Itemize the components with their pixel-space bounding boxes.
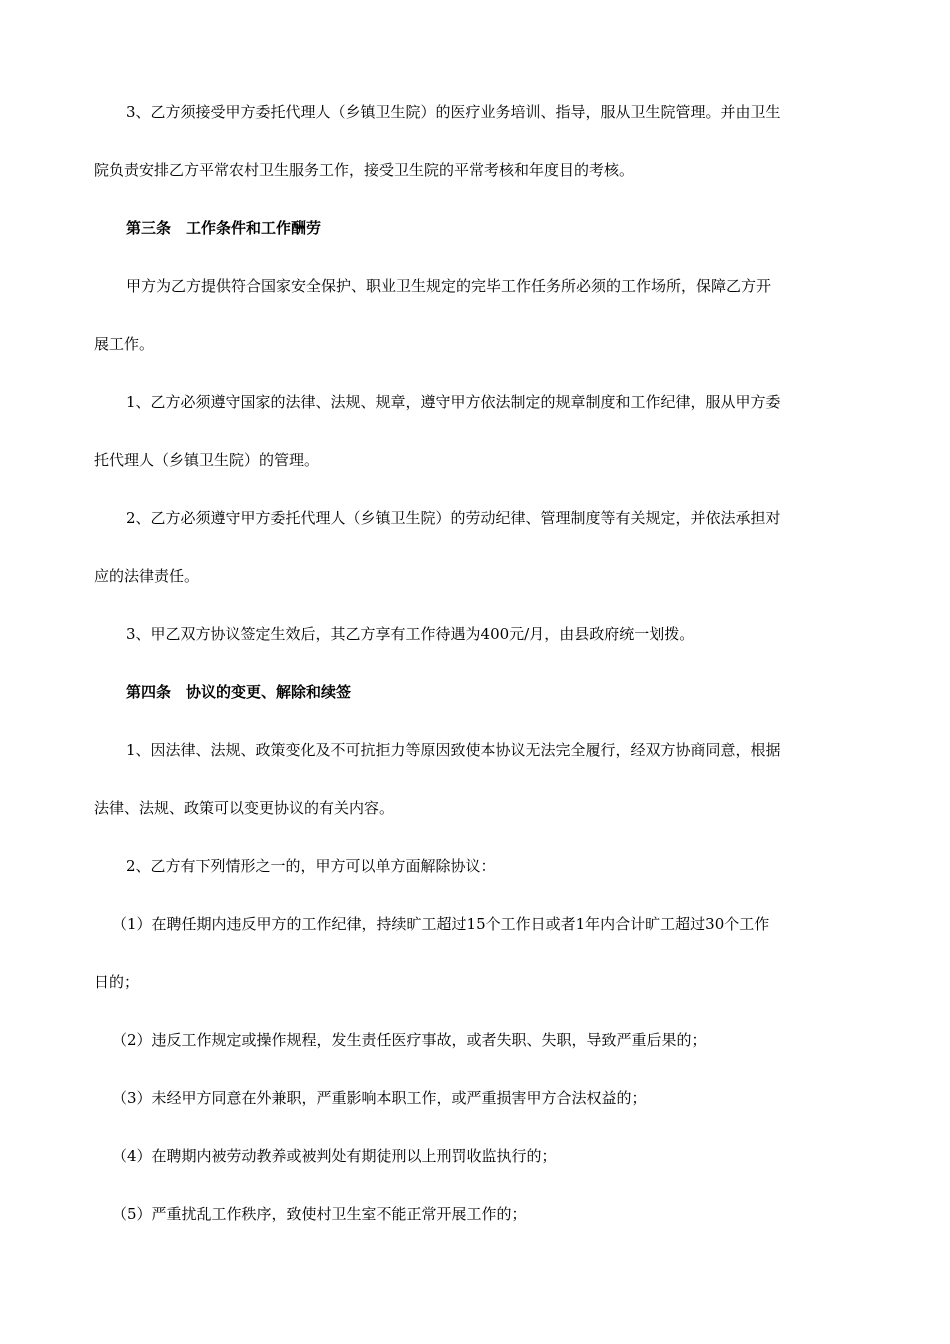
- article-3-item-3: 3、甲乙双方协议签定生效后，其乙方享有工作待遇为400元/月，由县政府统一划拨。: [126, 625, 695, 643]
- sub-item-2: （2）违反工作规定或操作规程，发生责任医疗事故，或者失职、失职，导致严重后果的；: [112, 1031, 707, 1049]
- article-4-item-1-line-1: 1、因法律、法规、政策变化及不可抗拒力等原因致使本协议无法完全履行，经双方协商同意，根据: [126, 741, 781, 759]
- article-3-intro-line-2: 展工作。: [94, 335, 155, 353]
- article-4-heading: 第四条 协议的变更、解除和续签: [126, 683, 352, 701]
- article-4-item-2: 2、乙方有下列情形之一的，甲方可以单方面解除协议：: [126, 857, 496, 875]
- article-4-item-1-line-2: 法律、法规、政策可以变更协议的有关内容。: [94, 799, 395, 817]
- sub-item-5: （5）严重扰乱工作秩序，致使村卫生室不能正常开展工作的；: [112, 1205, 527, 1223]
- article-3-item-1-line-2: 托代理人（乡镇卫生院）的管理。: [94, 451, 320, 469]
- sub-item-3: （3）未经甲方同意在外兼职，严重影响本职工作，或严重损害甲方合法权益的；: [112, 1089, 647, 1107]
- sub-item-1-line-1: （1）在聘任期内违反甲方的工作纪律，持续旷工超过15个工作日或者1年内合计旷工超过30个工作: [112, 915, 770, 933]
- paragraph-3-line-2: 院负责安排乙方平常农村卫生服务工作，接受卫生院的平常考核和年度目的考核。: [94, 161, 635, 179]
- article-3-item-2-line-2: 应的法律责任。: [94, 567, 200, 585]
- sub-item-1-line-2: 日的；: [94, 973, 140, 991]
- article-3-item-2-line-1: 2、乙方必须遵守甲方委托代理人（乡镇卫生院）的劳动纪律、管理制度等有关规定，并依法承担对: [126, 509, 781, 527]
- sub-item-4: （4）在聘期内被劳动教养或被判处有期徒刑以上刑罚收监执行的；: [112, 1147, 557, 1165]
- article-3-intro-line-1: 甲方为乙方提供符合国家安全保护、职业卫生规定的完毕工作任务所必须的工作场所，保障乙方开: [126, 277, 772, 295]
- paragraph-3-line-1: 3、乙方须接受甲方委托代理人（乡镇卫生院）的医疗业务培训、指导，服从卫生院管理。并由卫生: [126, 103, 781, 121]
- article-3-item-1-line-1: 1、乙方必须遵守国家的法律、法规、规章，遵守甲方依法制定的规章制度和工作纪律，服从甲方委: [126, 393, 781, 411]
- article-3-heading: 第三条 工作条件和工作酬劳: [126, 219, 322, 237]
